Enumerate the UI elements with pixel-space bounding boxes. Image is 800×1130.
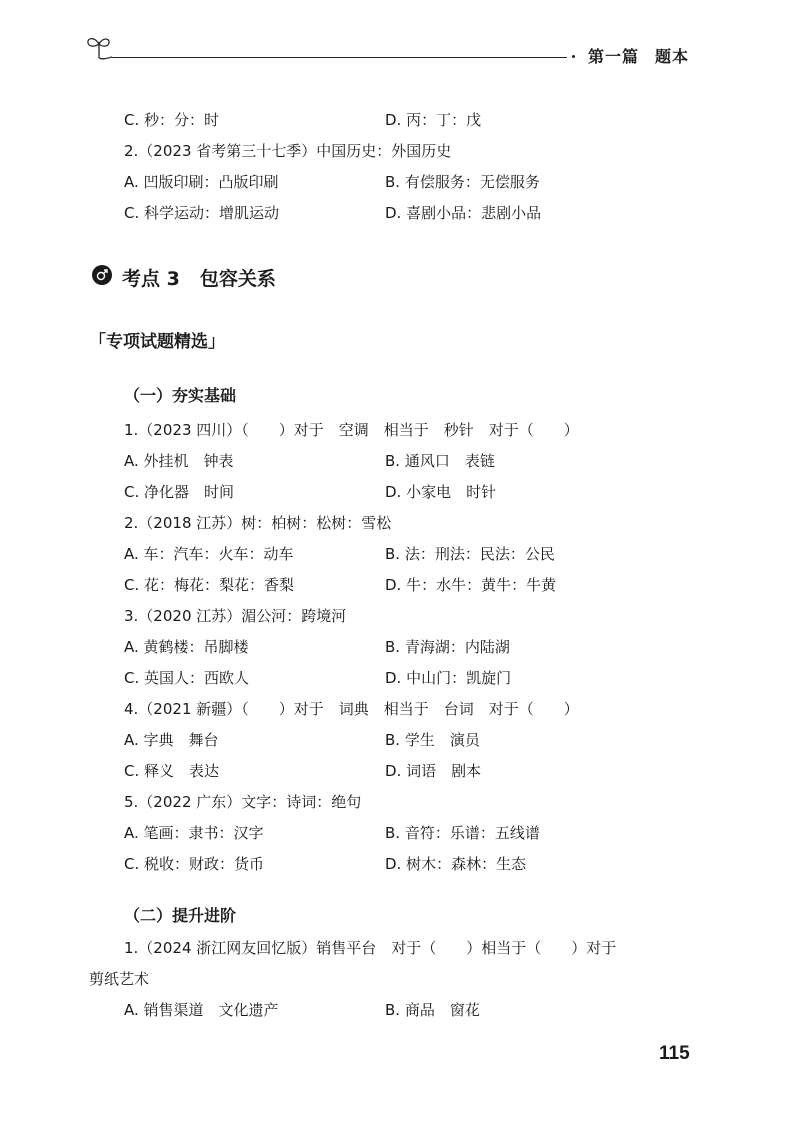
option-b: B. 法：刑法：民法：公民 bbox=[385, 545, 555, 563]
page-number: 115 bbox=[659, 1043, 690, 1064]
option-c: C. 释义 表达 bbox=[124, 762, 220, 780]
question-stem: 5.（2022 广东）文字：诗词：绝句 bbox=[124, 793, 362, 811]
section-marker-icon bbox=[92, 265, 112, 285]
question-stem: 3.（2020 江苏）湄公河：跨境河 bbox=[124, 607, 347, 625]
question-stem: 2.（2023 省考第三十七季）中国历史：外国历史 bbox=[124, 142, 452, 160]
question-stem: 2.（2018 江苏）树：柏树：松树：雪松 bbox=[124, 514, 392, 532]
section-title: 包容关系 bbox=[199, 268, 276, 290]
option-b: B. 通风口 表链 bbox=[385, 452, 495, 470]
sprout-icon bbox=[84, 34, 114, 60]
option-c: C. 英国人：西欧人 bbox=[124, 669, 250, 687]
option-c: C. 净化器 时间 bbox=[124, 483, 235, 501]
header-dot bbox=[572, 55, 575, 58]
option-c: C. 税收：财政：货币 bbox=[124, 855, 265, 873]
question-stem-continued: 剪纸艺术 bbox=[89, 970, 150, 988]
option-c: C. 科学运动：增肌运动 bbox=[124, 204, 280, 222]
section-label: 考点 3 bbox=[122, 268, 180, 290]
option-a: A. 笔画：隶书：汉字 bbox=[124, 824, 264, 842]
option-c: C. 花：梅花：梨花：香梨 bbox=[124, 576, 295, 594]
option-b: B. 商品 窗花 bbox=[385, 1001, 480, 1019]
option-a: A. 车：汽车：火车：动车 bbox=[124, 545, 294, 563]
subsection-banner: 「专项试题精选」 bbox=[89, 332, 225, 352]
option-a: A. 凹版印刷：凸版印刷 bbox=[124, 173, 279, 191]
section-heading bbox=[122, 264, 276, 291]
running-header bbox=[588, 44, 705, 67]
option-b: B. 青海湖：内陆湖 bbox=[385, 638, 510, 656]
option-a: A. 字典 舞台 bbox=[124, 731, 219, 749]
option-d: D. 树木：森林：生态 bbox=[385, 855, 527, 873]
option-b: B. 学生 演员 bbox=[385, 731, 480, 749]
option-d: D. 中山门：凯旋门 bbox=[385, 669, 512, 687]
option-d: D. 小家电 时针 bbox=[385, 483, 497, 501]
question-stem: 1.（2024 浙江网友回忆版）销售平台 对于（ ）相当于（ ）对于 bbox=[124, 939, 617, 957]
option-a: A. 销售渠道 文化遗产 bbox=[124, 1001, 279, 1019]
header-section: 题本 bbox=[655, 47, 690, 66]
option-b: B. 有偿服务：无偿服务 bbox=[385, 173, 540, 191]
header-rule bbox=[112, 57, 567, 58]
advanced-title: （二）提升进阶 bbox=[124, 906, 237, 925]
header-part: 第一篇 bbox=[588, 47, 640, 66]
option-a: A. 外挂机 钟表 bbox=[124, 452, 234, 470]
prev-option-c: C. 秒：分：时 bbox=[124, 111, 220, 129]
prev-option-d: D. 丙：丁：戊 bbox=[385, 111, 482, 129]
basic-title: （一）夯实基础 bbox=[124, 386, 237, 405]
option-a: A. 黄鹤楼：吊脚楼 bbox=[124, 638, 249, 656]
question-stem: 1.（2023 四川）（ ）对于 空调 相当于 秒针 对于（ ） bbox=[124, 421, 579, 439]
question-stem: 4.（2021 新疆）（ ）对于 词典 相当于 台词 对于（ ） bbox=[124, 700, 579, 718]
option-d: D. 词语 剧本 bbox=[385, 762, 482, 780]
option-d: D. 喜剧小品：悲剧小品 bbox=[385, 204, 542, 222]
option-b: B. 音符：乐谱：五线谱 bbox=[385, 824, 540, 842]
option-d: D. 牛：水牛：黄牛：牛黄 bbox=[385, 576, 557, 594]
